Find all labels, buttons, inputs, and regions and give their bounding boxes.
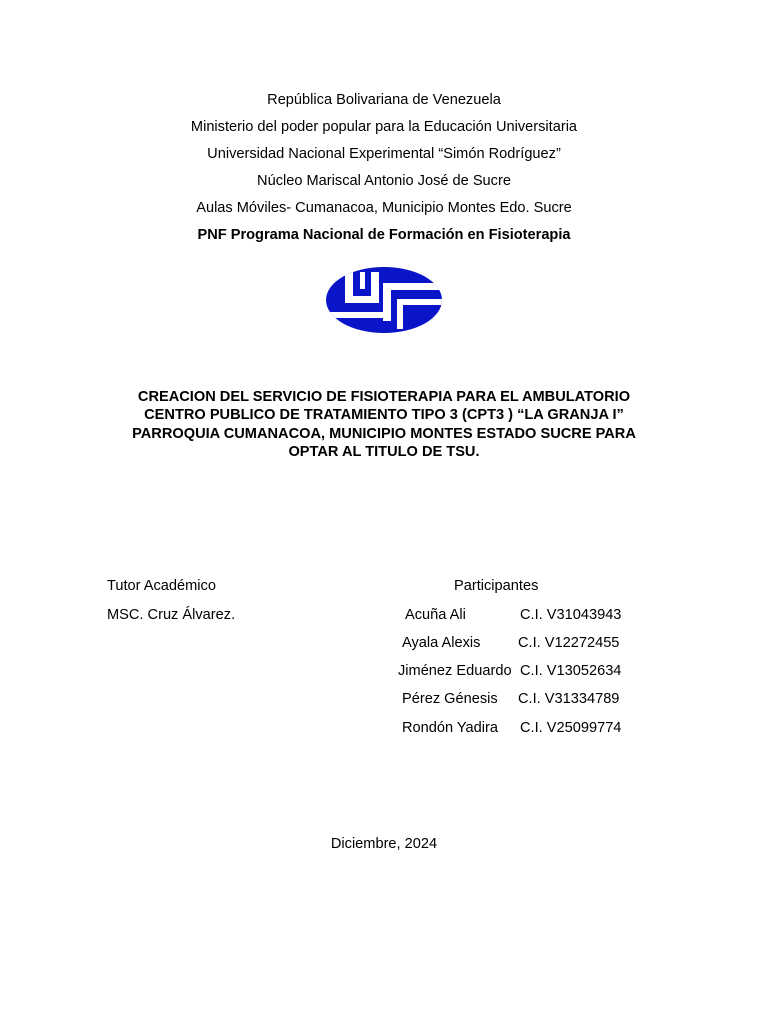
participant-ci: C.I. V13052634 [520,663,622,679]
header-nucleus: Núcleo Mariscal Antonio José de Sucre [257,173,511,189]
participant-name: Rondón Yadira [402,720,499,736]
thesis-title-line: OPTAR AL TITULO DE TSU. [288,443,480,460]
tutor-name: MSC. Cruz Álvarez. [107,607,236,623]
participant-name: Jiménez Eduardo [398,663,512,679]
header-university: Universidad Nacional Experimental “Simón Rodríguez” [207,146,561,162]
document-date: Diciembre, 2024 [330,836,438,852]
thesis-title-line: PARROQUIA CUMANACOA, MUNICIPIO MONTES ESTADO SUCRE PARA [132,425,636,442]
participant-ci: C.I. V12272455 [518,635,620,651]
header-ministry: Ministerio del poder popular para la Educación Universitaria [190,119,578,135]
participant-name: Ayala Alexis [402,635,481,651]
participant-name: Acuña Ali [405,607,466,623]
thesis-title-line: CENTRO PUBLICO DE TRATAMIENTO TIPO 3 (CPT3 ) “LA GRANJA I” [144,407,624,424]
header-program: PNF Programa Nacional de Formación en Fisioterapia [197,227,571,243]
thesis-title [110,388,658,461]
participant-ci: C.I. V25099774 [520,720,622,736]
header-republic: República Bolivariana de Venezuela [267,92,501,108]
tutor-heading: Tutor Académico [107,578,216,594]
thesis-title-line: CREACION DEL SERVICIO DE FISIOTERAPIA PARA EL AMBULATORIO [137,389,631,405]
participant-ci: C.I. V31334789 [518,691,620,707]
header-classrooms: Aulas Móviles- Cumanacoa, Municipio Montes Edo. Sucre [196,200,572,216]
participants-heading: Participantes [454,578,539,594]
university-logo-icon [325,266,443,334]
participant-ci: C.I. V31043943 [520,607,622,623]
participant-name: Pérez Génesis [402,691,498,707]
